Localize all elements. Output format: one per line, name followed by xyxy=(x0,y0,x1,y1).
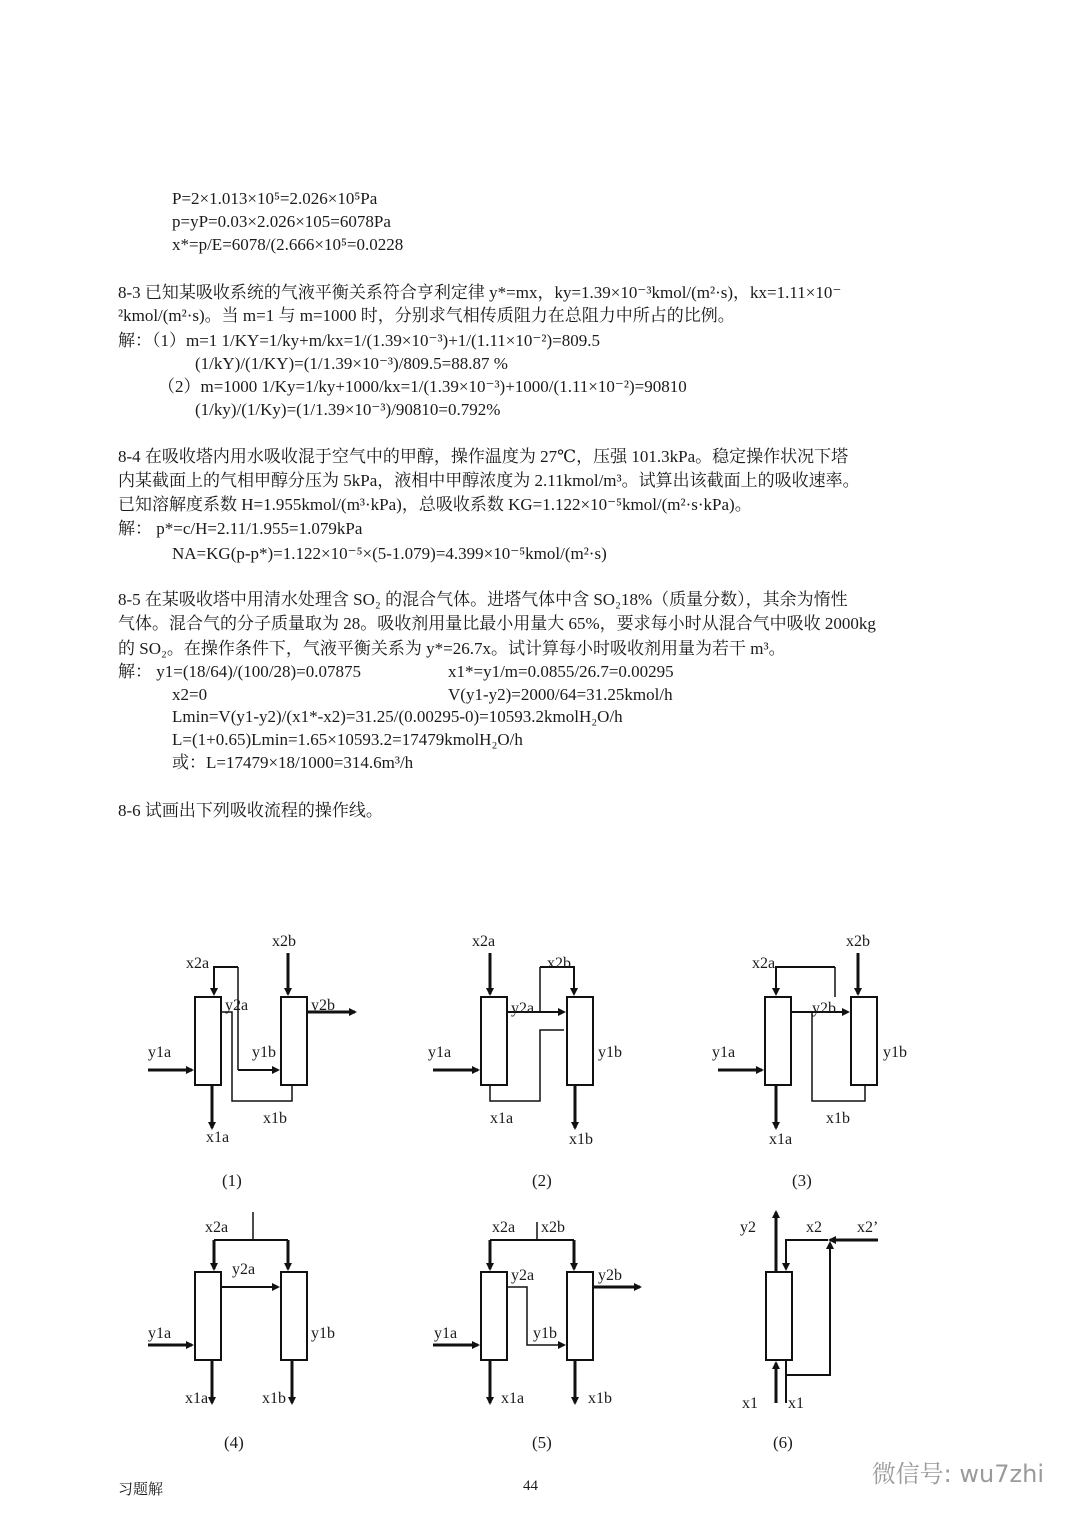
label-x2b: x2b xyxy=(541,1219,565,1236)
label-x2a: x2a xyxy=(752,955,776,972)
label-x1a: x1a xyxy=(769,1131,793,1148)
solution-8-3-line4: (1/ky)/(1/Ky)=(1/1.39×10⁻³)/90810=0.792% xyxy=(195,400,501,419)
label-y2b: y2b xyxy=(311,997,335,1014)
problem-8-4-line3: 已知溶解度系数 H=1.955kmol/(m³·kPa)，总吸收系数 KG=1.122×10⁻⁵kmol/(m²·s·kPa)。 xyxy=(118,495,752,514)
label-x2b: x2b xyxy=(547,955,571,972)
label-y1a: y1a xyxy=(148,1325,172,1342)
problem-8-4-line2: 内某截面上的气相甲醇分压为 5kPa，液相中甲醇浓度为 2.11kmol/m³。试算出该截面上的吸收速率。 xyxy=(118,471,860,490)
diagram-6-labels xyxy=(740,1219,878,1412)
label-x1b: x1b xyxy=(826,1110,850,1127)
label-x2b: x2b xyxy=(272,933,296,950)
label-x1-out: x1 xyxy=(788,1395,804,1412)
diagram-4 xyxy=(148,1212,307,1403)
diagram-2 xyxy=(433,953,615,1128)
solution-8-5-lmin: Lmin=V(y1-y2)/(x1*-x2)=31.25/(0.00295-0)=10593.2kmolH₂O/h xyxy=(172,707,623,726)
caption-6: (6) xyxy=(773,1433,793,1452)
label-y2b: y2b xyxy=(812,1000,836,1017)
solution-8-3-line3: （2）m=1000 1/Ky=1/ky+1000/kx=1/(1.39×10⁻³)+1000/(1.11×10⁻²)=90810 xyxy=(158,377,687,396)
label-y1b: y1b xyxy=(883,1044,907,1061)
diagram-3 xyxy=(718,953,877,1128)
column-b xyxy=(281,997,307,1085)
caption-1: (1) xyxy=(222,1171,242,1190)
solution-8-5-volume: 或：L=17479×18/1000=314.6m³/h xyxy=(172,753,414,772)
label-x2: x2 xyxy=(806,1219,822,1236)
label-y2a: y2a xyxy=(511,1267,535,1284)
label-y2a: y2a xyxy=(225,997,249,1014)
label-y1b: y1b xyxy=(311,1325,335,1342)
problem-8-3-line2: ²kmol/(m²·s)。当 m=1 与 m=1000 时，分别求气相传质阻力在总阻力中所占的比例。 xyxy=(118,306,735,325)
label-x2b: x2b xyxy=(846,933,870,950)
solution-8-4-line2: NA=KG(p-p*)=1.122×10⁻⁵×(5-1.079)=4.399×10⁻⁵kmol/(m²·s) xyxy=(172,544,607,563)
label-y1a: y1a xyxy=(712,1044,736,1061)
solution-8-3-line1: 解：（1）m=1 1/KY=1/ky+m/kx=1/(1.39×10⁻³)+1/(1.11×10⁻²)=809.5 xyxy=(118,331,600,350)
label-y2a: y2a xyxy=(511,1000,535,1017)
label-x1b: x1b xyxy=(262,1390,286,1407)
label-x1-in: x1 xyxy=(742,1395,758,1412)
caption-3: (3) xyxy=(792,1171,812,1190)
label-x2a: x2a xyxy=(492,1219,516,1236)
caption-2: (2) xyxy=(532,1171,552,1190)
label-x2a: x2a xyxy=(186,955,210,972)
label-x2-prime: x2’ xyxy=(857,1219,879,1236)
eq-total-pressure: P=2×1.013×10⁵=2.026×10⁵Pa xyxy=(172,189,378,208)
problem-8-5-line3: 的 SO₂。在操作条件下，气液平衡关系为 y*=26.7x。试计算每小时吸收剂用量为若干 m³。 xyxy=(118,639,786,658)
caption-5: (5) xyxy=(532,1433,552,1452)
diagram-1 xyxy=(148,953,355,1128)
label-x1a: x1a xyxy=(206,1129,230,1146)
solution-8-4-line1: 解： p*=c/H=2.11/1.955=1.079kPa xyxy=(118,519,363,538)
label-x1b: x1b xyxy=(263,1110,287,1127)
caption-4: (4) xyxy=(224,1433,244,1452)
problem-8-4-line1: 8-4 在吸收塔内用水吸收混于空气中的甲醇，操作温度为 27℃，压强 101.3kPa。稳定操作状况下塔 xyxy=(118,447,849,466)
label-y1a: y1a xyxy=(148,1044,172,1061)
problem-8-5-line1: 8-5 在某吸收塔中用清水处理含 SO₂ 的混合气体。进塔气体中含 SO₂18%（质量分数），其余为惰性 xyxy=(118,590,848,609)
diagram-5 xyxy=(433,1222,640,1403)
label-y1b: y1b xyxy=(252,1044,276,1061)
label-x1a: x1a xyxy=(185,1390,209,1407)
solution-8-5-absorbed: V(y1-y2)=2000/64=31.25kmol/h xyxy=(448,685,673,704)
diagram-6 xyxy=(766,1212,878,1403)
label-y1b: y1b xyxy=(533,1325,557,1342)
label-x1b: x1b xyxy=(569,1131,593,1148)
label-x1a: x1a xyxy=(501,1390,525,1407)
page-number: 44 xyxy=(523,1478,538,1494)
label-x1b: x1b xyxy=(588,1390,612,1407)
watermark: 微信号: wu7zhi xyxy=(871,1460,1044,1488)
label-x2a: x2a xyxy=(472,933,496,950)
label-y1a: y1a xyxy=(428,1044,452,1061)
label-y2a: y2a xyxy=(232,1261,256,1278)
label-y1b: y1b xyxy=(598,1044,622,1061)
problem-8-6: 8-6 试画出下列吸收流程的操作线。 xyxy=(118,801,383,820)
solution-8-5-y1: 解： y1=(18/64)/(100/28)=0.07875 xyxy=(118,662,361,681)
solution-8-5-l: L=(1+0.65)Lmin=1.65×10593.2=17479kmolH₂O/h xyxy=(172,730,523,749)
label-x2a: x2a xyxy=(205,1219,229,1236)
label-x1a: x1a xyxy=(490,1110,514,1127)
label-y2: y2 xyxy=(740,1219,756,1236)
column-a xyxy=(195,997,221,1085)
label-y1a: y1a xyxy=(434,1325,458,1342)
solution-8-5-x1star: x1*=y1/m=0.0855/26.7=0.00295 xyxy=(448,662,674,681)
eq-equilibrium-x: x*=p/E=6078/(2.666×10⁵=0.0228 xyxy=(172,235,404,254)
solution-8-5-x2: x2=0 xyxy=(172,685,208,704)
label-y2b: y2b xyxy=(598,1267,622,1284)
solution-8-3-line2: (1/kY)/(1/KY)=(1/1.39×10⁻³)/809.5=88.87 % xyxy=(195,354,508,373)
eq-partial-pressure: p=yP=0.03×2.026×105=6078Pa xyxy=(172,212,391,231)
footer-section-title: 习题解 xyxy=(118,1482,164,1498)
problem-8-3-line1: 8-3 已知某吸收系统的气液平衡关系符合亨利定律 y*=mx，ky=1.39×10⁻³kmol/(m²·s)，kx=1.11×10⁻ xyxy=(118,283,842,302)
problem-8-5-line2: 气体。混合气的分子质量取为 28。吸收剂用量比最小用量大 65%，要求每小时从混合气中吸收 2000kg xyxy=(118,614,876,633)
